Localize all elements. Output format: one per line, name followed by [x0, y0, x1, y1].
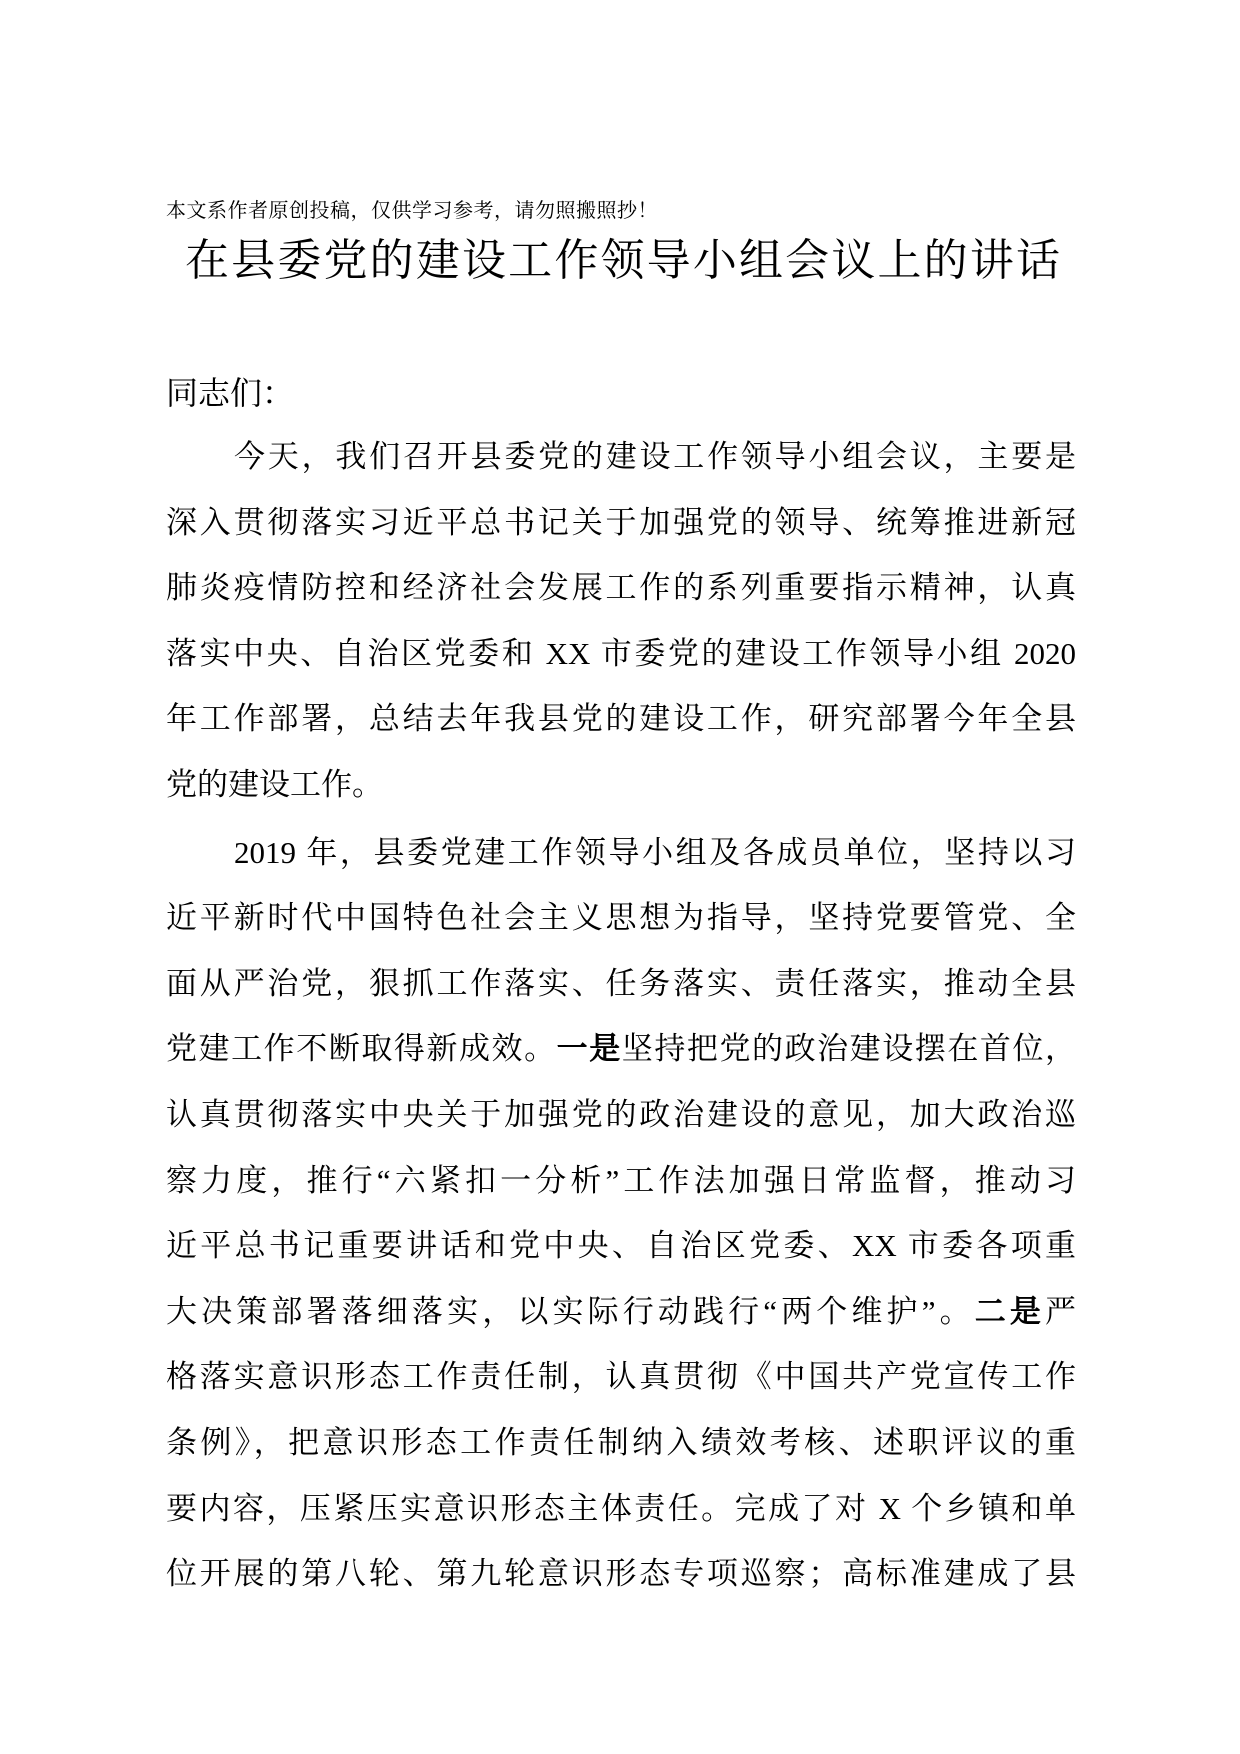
text-span: 大决策部署落细落实，以实际行动践行“两个维护”。: [166, 1293, 975, 1329]
text-line: [166, 1028, 1076, 1094]
text-span: 严: [1045, 1293, 1076, 1329]
text-line: 认真贯彻落实中央关于加强党的政治建设的意见，加大政治巡: [166, 1096, 1076, 1132]
text-line: 深入贯彻落实习近平总书记关于加强党的领导、统筹推进新冠: [166, 504, 1076, 540]
text-line: 落实中央、自治区党委和 XX 市委党的建设工作领导小组 2020: [166, 635, 1076, 671]
text-line: 察力度，推行“六紧扣一分析”工作法加强日常监督，推动习: [166, 1162, 1076, 1198]
text-line: 位开展的第八轮、第九轮意识形态专项巡察；高标准建成了县: [166, 1556, 1076, 1592]
paragraph-2: [166, 832, 1076, 1619]
text-line: 条例》，把意识形态工作责任制纳入绩效考核、述职评议的重: [166, 1424, 1076, 1460]
text-line: 格落实意识形态工作责任制，认真贯彻《中国共产党宣传工作: [166, 1359, 1076, 1395]
text-line: 近平总书记重要讲话和党中央、自治区党委、XX 市委各项重: [166, 1228, 1076, 1264]
text-line: 年工作部署，总结去年我县党的建设工作，研究部署今年全县: [166, 701, 1076, 737]
document-body: [166, 436, 1076, 1619]
paragraph-1: [166, 436, 1076, 830]
text-line: 党的建设工作。: [166, 766, 383, 802]
bold-keyword: 一是: [556, 1031, 622, 1067]
document-title: 在县委党的建设工作领导小组会议上的讲话: [185, 235, 1060, 286]
copyright-notice: 本文系作者原创投稿，仅供学习参考，请勿照搬照抄！: [166, 198, 658, 222]
text-span: 党建工作不断取得新成效。: [166, 1031, 557, 1067]
text-line: 面从严治党，狠抓工作落实、任务落实、责任落实，推动全县: [166, 965, 1076, 1001]
text-line: [166, 1291, 1076, 1357]
text-line: 近平新时代中国特色社会主义思想为指导，坚持党要管党、全: [166, 900, 1076, 936]
text-line: 要内容，压紧压实意识形态主体责任。完成了对 X 个乡镇和单: [166, 1490, 1076, 1526]
salutation: 同志们：: [166, 374, 295, 412]
text-line: 肺炎疫情防控和经济社会发展工作的系列重要指示精神，认真: [166, 570, 1076, 606]
text-span: 坚持把党的政治建设摆在首位，: [621, 1031, 1077, 1067]
text-line: 今天，我们召开县委党的建设工作领导小组会议，主要是: [234, 439, 1076, 474]
text-line: 2019 年，县委党建工作领导小组及各成员单位，坚持以习: [234, 834, 1076, 870]
bold-keyword: 二是: [974, 1293, 1045, 1329]
